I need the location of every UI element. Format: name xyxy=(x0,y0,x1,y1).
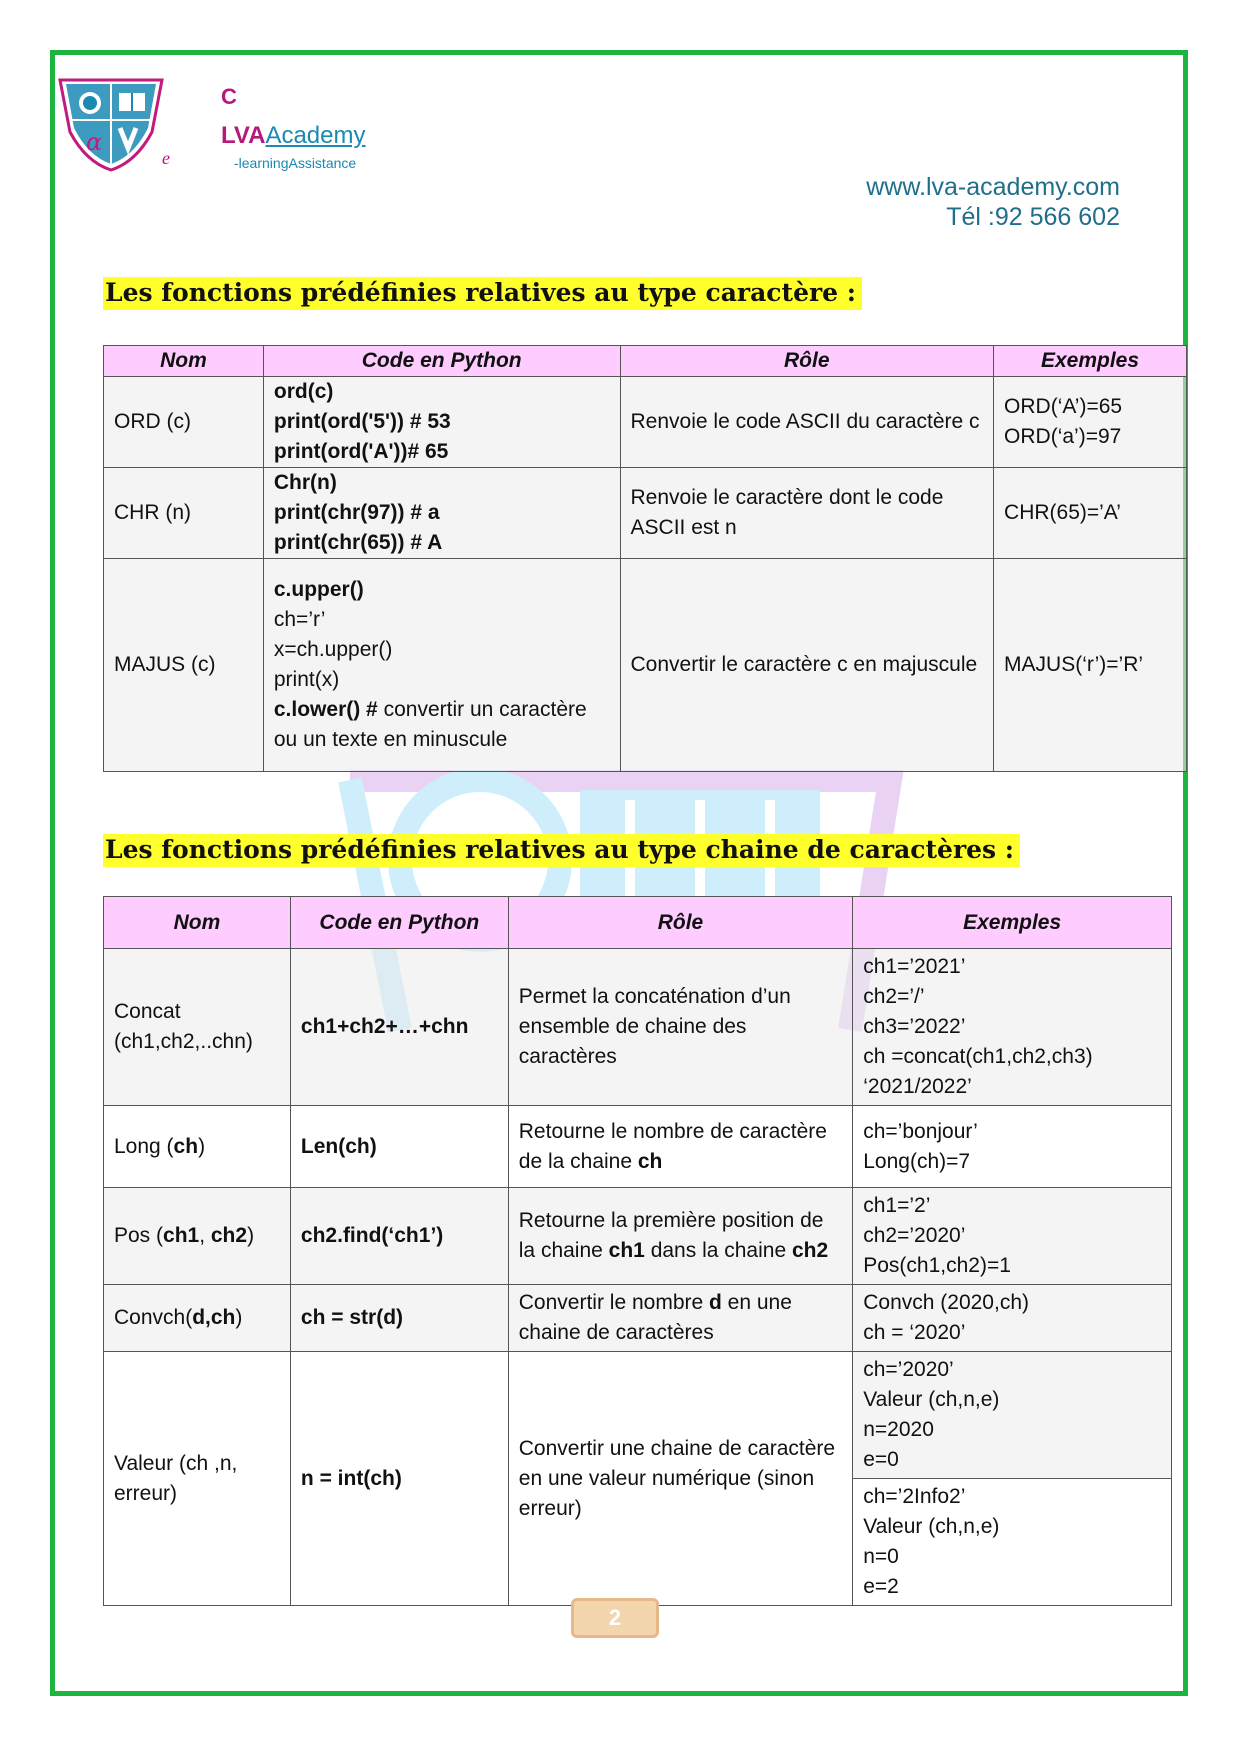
example-line: Valeur (ch,n,e) xyxy=(863,1388,1000,1411)
code-line xyxy=(274,695,610,755)
nom-line: (ch1,ch2,..chn) xyxy=(114,1030,253,1053)
header-role: Rôle xyxy=(508,897,852,949)
example-line: n=2020 xyxy=(863,1418,934,1441)
code-line: x=ch.upper() xyxy=(273,638,393,661)
example-line: ORD(‘A’)=65 xyxy=(1004,395,1123,418)
example-line: ch =concat(ch1,ch2,ch3) xyxy=(863,1045,1093,1068)
cell-nom xyxy=(104,1285,291,1352)
cell-code: n = int(ch) xyxy=(290,1352,508,1606)
cell-exemples xyxy=(994,377,1187,468)
cell-code: Len(ch) xyxy=(290,1106,508,1188)
example-line: ch1=’2021’ xyxy=(863,955,966,978)
header-nom: Nom xyxy=(104,346,264,377)
nom-bold: ch1 xyxy=(163,1224,200,1247)
code-line: print(chr(97)) # a xyxy=(273,501,440,524)
cell-role xyxy=(508,1188,852,1285)
code-comment: convertir un caractère ou un texte en minuscule xyxy=(273,698,587,751)
cell-nom: CHR (n) xyxy=(104,468,264,559)
cell-nom xyxy=(104,949,291,1106)
cell-nom: Valeur (ch ,n, erreur) xyxy=(104,1352,291,1606)
example-line: e=2 xyxy=(863,1575,899,1598)
code-line: ord(c) xyxy=(273,380,334,403)
example-line: ch3=’2022’ xyxy=(863,1015,966,1038)
role-text: en une chaine de caractères xyxy=(518,1291,792,1344)
website-link[interactable]: www.lva-academy.com xyxy=(866,173,1120,201)
example-line: ch1=’2’ xyxy=(863,1194,931,1217)
example-line: ch2=’/’ xyxy=(863,985,925,1008)
brand-name-academy: Academy xyxy=(265,122,366,149)
example-line: n=0 xyxy=(863,1545,899,1568)
table-chaine xyxy=(103,896,1172,1606)
code-line: print(ord('A'))# 65 xyxy=(273,440,449,463)
cell-exemples xyxy=(853,1352,1172,1479)
cell-code xyxy=(263,559,620,772)
cell-code: ch = str(d) xyxy=(290,1285,508,1352)
cell-role: Renvoie le caractère dont le code ASCII est n xyxy=(620,468,994,559)
cell-role xyxy=(508,1285,852,1352)
nom-bold: d,ch xyxy=(192,1306,236,1329)
page-number: 2 xyxy=(571,1598,659,1638)
role-bold: d xyxy=(709,1291,722,1314)
example-line: ‘2021/2022’ xyxy=(863,1075,972,1098)
cell-exemples xyxy=(994,559,1187,772)
table-row xyxy=(104,468,1187,559)
brand-tagline: -learningAssistance xyxy=(234,155,357,171)
cell-nom: ORD (c) xyxy=(104,377,264,468)
cell-nom xyxy=(104,1188,291,1285)
nom-end: ) xyxy=(198,1134,206,1158)
contact-block xyxy=(866,172,1120,232)
cell-role xyxy=(508,1106,852,1188)
nom-sep: , xyxy=(199,1224,211,1247)
example-line: Convch (2020,ch) xyxy=(863,1291,1029,1314)
example-line: CHR(65)=’A’ xyxy=(1004,501,1121,524)
nom-end: ) xyxy=(235,1306,243,1329)
example-line: ORD(‘a’)=97 xyxy=(1004,425,1122,448)
header-nom: Nom xyxy=(104,897,291,949)
code-line: print(ord('5')) # 53 xyxy=(273,410,451,433)
nom-bold: ch xyxy=(173,1134,199,1158)
brand-c: C xyxy=(221,84,237,109)
cell-role: Convertir le caractère c en majuscule xyxy=(620,559,994,772)
table-row xyxy=(104,559,1187,772)
table-row xyxy=(104,1352,1172,1479)
role-text: Retourne le nombre de caractère de la chaine xyxy=(518,1119,827,1173)
example-line: MAJUS(‘r’)=’R’ xyxy=(1004,653,1144,676)
cell-role: Permet la concaténation d’un ensemble de chaine des caractères xyxy=(508,949,852,1106)
cell-exemples xyxy=(994,468,1187,559)
table-header-row xyxy=(104,897,1172,949)
table-row xyxy=(104,949,1172,1106)
role-bold: ch xyxy=(637,1149,663,1173)
table-row xyxy=(104,1106,1172,1188)
example-line: ch=’2Info2’ xyxy=(863,1485,966,1508)
cell-nom xyxy=(104,1106,291,1188)
cell-exemples xyxy=(853,1479,1172,1606)
example-line: ch=’2020’ xyxy=(863,1358,954,1381)
nom-end: ) xyxy=(247,1224,255,1247)
table-row xyxy=(104,377,1187,468)
example-line: ch=’bonjour’ xyxy=(863,1119,978,1143)
nom-text: Pos ( xyxy=(114,1224,164,1247)
example-line: Pos(ch1,ch2)=1 xyxy=(863,1254,1011,1277)
header-code: Code en Python xyxy=(263,346,620,377)
table-row xyxy=(104,1285,1172,1352)
table-caractere xyxy=(103,345,1187,772)
cell-exemples xyxy=(853,1188,1172,1285)
cell-role: Convertir une chaine de caractère en une valeur numérique (sinon erreur) xyxy=(508,1352,852,1606)
code-line: print(x) xyxy=(273,668,340,691)
brand-e: e xyxy=(162,148,170,168)
brand-name xyxy=(221,122,365,150)
section-title-caractere: Les fonctions prédéfinies relatives au type caractère : xyxy=(103,277,862,310)
header-exemples: Exemples xyxy=(994,346,1187,377)
example-line: Valeur (ch,n,e) xyxy=(863,1515,1000,1538)
phone-number: Tél :92 566 602 xyxy=(946,203,1120,231)
example-line: ch = ‘2020’ xyxy=(863,1321,966,1344)
code-line: ch=’r’ xyxy=(273,608,326,631)
role-bold: ch1 xyxy=(608,1239,645,1262)
nom-bold: ch2 xyxy=(210,1224,248,1247)
example-line: ch2=’2020’ xyxy=(863,1224,966,1247)
cell-code: ch1+ch2+…+chn xyxy=(290,949,508,1106)
code-line: c.upper() xyxy=(273,578,364,601)
cell-code xyxy=(263,468,620,559)
brand-name-lva: LVA xyxy=(221,122,266,149)
nom-text: Long ( xyxy=(114,1134,174,1158)
example-line: Long(ch)=7 xyxy=(863,1149,971,1173)
code-line: Chr(n) xyxy=(273,471,337,494)
cell-code xyxy=(263,377,620,468)
nom-text: Convch( xyxy=(114,1306,193,1329)
svg-text:α: α xyxy=(86,128,103,156)
role-bold: ch2 xyxy=(791,1239,829,1262)
cell-role: Renvoie le code ASCII du caractère c xyxy=(620,377,994,468)
cell-code: ch2.find(‘ch1’) xyxy=(290,1188,508,1285)
role-text: dans la chaine xyxy=(644,1239,792,1262)
code-bold: c.lower() # xyxy=(273,698,378,721)
cell-exemples xyxy=(853,1106,1172,1188)
cell-nom: MAJUS (c) xyxy=(104,559,264,772)
academy-logo xyxy=(56,76,166,172)
section-title-chaine: Les fonctions prédéfinies relatives au type chaine de caractères : xyxy=(103,834,1020,867)
header-role: Rôle xyxy=(620,346,994,377)
header-exemples: Exemples xyxy=(853,897,1172,949)
role-text: Convertir le nombre xyxy=(518,1291,710,1314)
role-text: Retourne la première position de la chaine xyxy=(518,1209,824,1262)
code-line: print(chr(65)) # A xyxy=(273,531,443,554)
nom-line: Concat xyxy=(114,1000,181,1023)
cell-exemples xyxy=(853,949,1172,1106)
table-header-row xyxy=(104,346,1187,377)
example-line: e=0 xyxy=(863,1448,899,1471)
table-row xyxy=(104,1188,1172,1285)
header-code: Code en Python xyxy=(290,897,508,949)
cell-exemples xyxy=(853,1285,1172,1352)
